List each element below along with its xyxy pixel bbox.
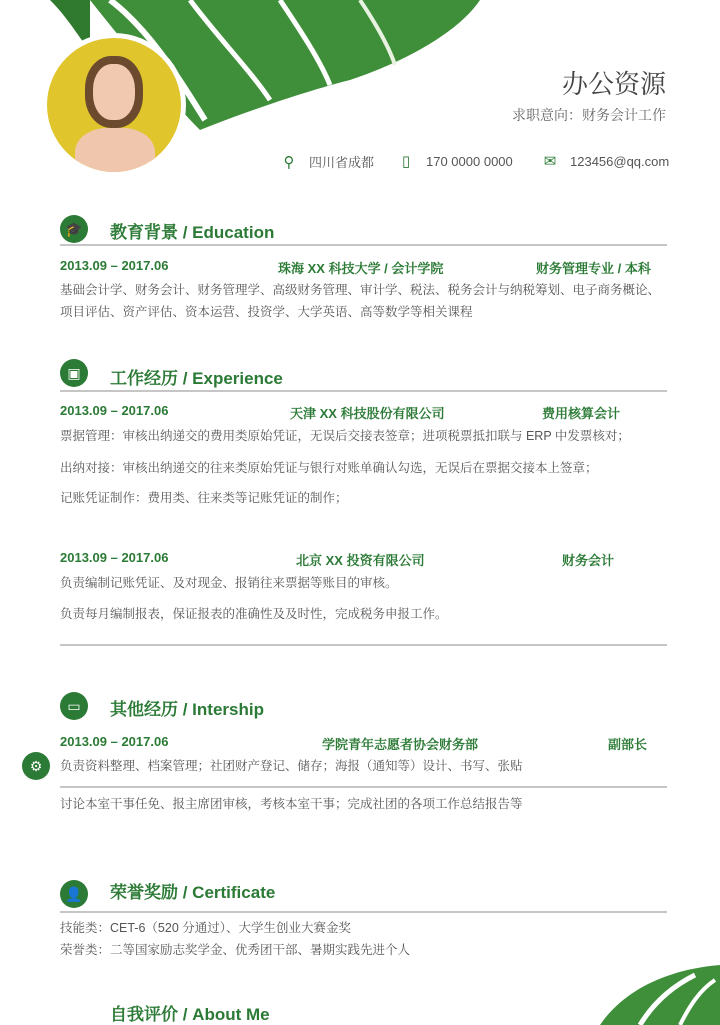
role: 费用核算会计: [542, 406, 621, 421]
role: 副部长: [608, 737, 648, 752]
job-line: 负责每月编制报表，保证报表的准确性及及时性，完成税务申报工作。: [60, 607, 448, 621]
email: [542, 152, 669, 170]
divider: [60, 244, 667, 246]
divider: [60, 390, 667, 392]
gear-icon: ⚙: [22, 752, 50, 780]
section-title-education: 教育背景 / Education: [110, 223, 275, 242]
course-line: 基础会计学、财务会计、财务管理学、高级财务管理、审计学、税法、税务会计与纳税筹划、电子商务概论、: [60, 283, 661, 297]
date: 2013.09 – 2017.06: [60, 403, 169, 418]
course-line: 项目评估、资产评估、资本运营、投资学、大学英语、高等数学等相关课程: [60, 305, 473, 319]
role: 财务会计: [562, 553, 615, 568]
person-pin-icon: ⚲: [283, 153, 295, 171]
date: 2013.09 – 2017.06: [60, 550, 169, 565]
date: 2013.09 – 2017.06: [60, 258, 169, 273]
divider: [60, 786, 667, 788]
graduation-cap-icon: 🎓: [60, 215, 88, 243]
section-title-experience: 工作经历 / Experience: [110, 369, 283, 388]
user-award-icon: 👤: [60, 880, 88, 908]
mail-icon: ✉: [543, 153, 557, 170]
company: 北京 XX 投资有限公司: [296, 553, 425, 568]
certificate-line: 荣誉类：二等国家励志奖学金、优秀团干部、暑期实践先进个人: [60, 943, 411, 957]
certificate-line: 技能类：CET-6（520 分通过）、大学生创业大赛金奖: [60, 921, 352, 935]
section-title-internship: 其他经历 / Intership: [110, 700, 264, 719]
job-line: 出纳对接：审核出纳递交的往来类原始凭证与银行对账单确认勾选，无误后在票据交接本上签章；: [60, 461, 598, 475]
job-line: 票据管理：审核出纳递交的费用类原始凭证，无误后交接表签章；进项税票抵扣联与 ERP 中发票核对；: [60, 429, 630, 443]
candidate-name: 办公资源: [561, 69, 666, 99]
email-text: 123456@qq.com: [570, 153, 670, 169]
section-title-certificate: 荣誉奖励 / Certificate: [110, 883, 276, 902]
leaf-decoration-bottom: [600, 965, 720, 1025]
folder-icon: ▭: [60, 692, 88, 720]
company: 天津 XX 科技股份有限公司: [290, 406, 445, 421]
internship-line: 讨论本室干事任免、报主席团审核，考核本室干事；完成社团的各项工作总结报告等: [60, 797, 523, 811]
location: [281, 152, 374, 171]
internship-line: 负责资料整理、档案管理；社团财产登记、储存；海报（通知等）设计、书写、张贴: [60, 759, 523, 773]
organization: 学院青年志愿者协会财务部: [322, 737, 479, 752]
phone: [398, 152, 513, 170]
divider: [60, 644, 667, 646]
phone-icon: ▯: [401, 153, 411, 170]
job-intent: 求职意向：财务会计工作: [512, 107, 666, 123]
major: 财务管理专业 / 本科: [536, 261, 651, 276]
location-text: 四川省成都: [309, 155, 375, 170]
date: 2013.09 – 2017.06: [60, 734, 169, 749]
job-line: 负责编制记账凭证、及对现金、报销往来票据等账目的审核。: [60, 576, 398, 590]
phone-text: 170 0000 0000: [426, 153, 513, 169]
school: 珠海 XX 科技大学 / 会计学院: [278, 261, 444, 276]
section-title-about: 自我评价 / About Me: [110, 1005, 270, 1024]
briefcase-icon: ▣: [60, 359, 88, 387]
divider: [60, 911, 667, 913]
avatar: [42, 33, 186, 177]
job-line: 记账凭证制作：费用类、往来类等记账凭证的制作；: [60, 491, 348, 505]
